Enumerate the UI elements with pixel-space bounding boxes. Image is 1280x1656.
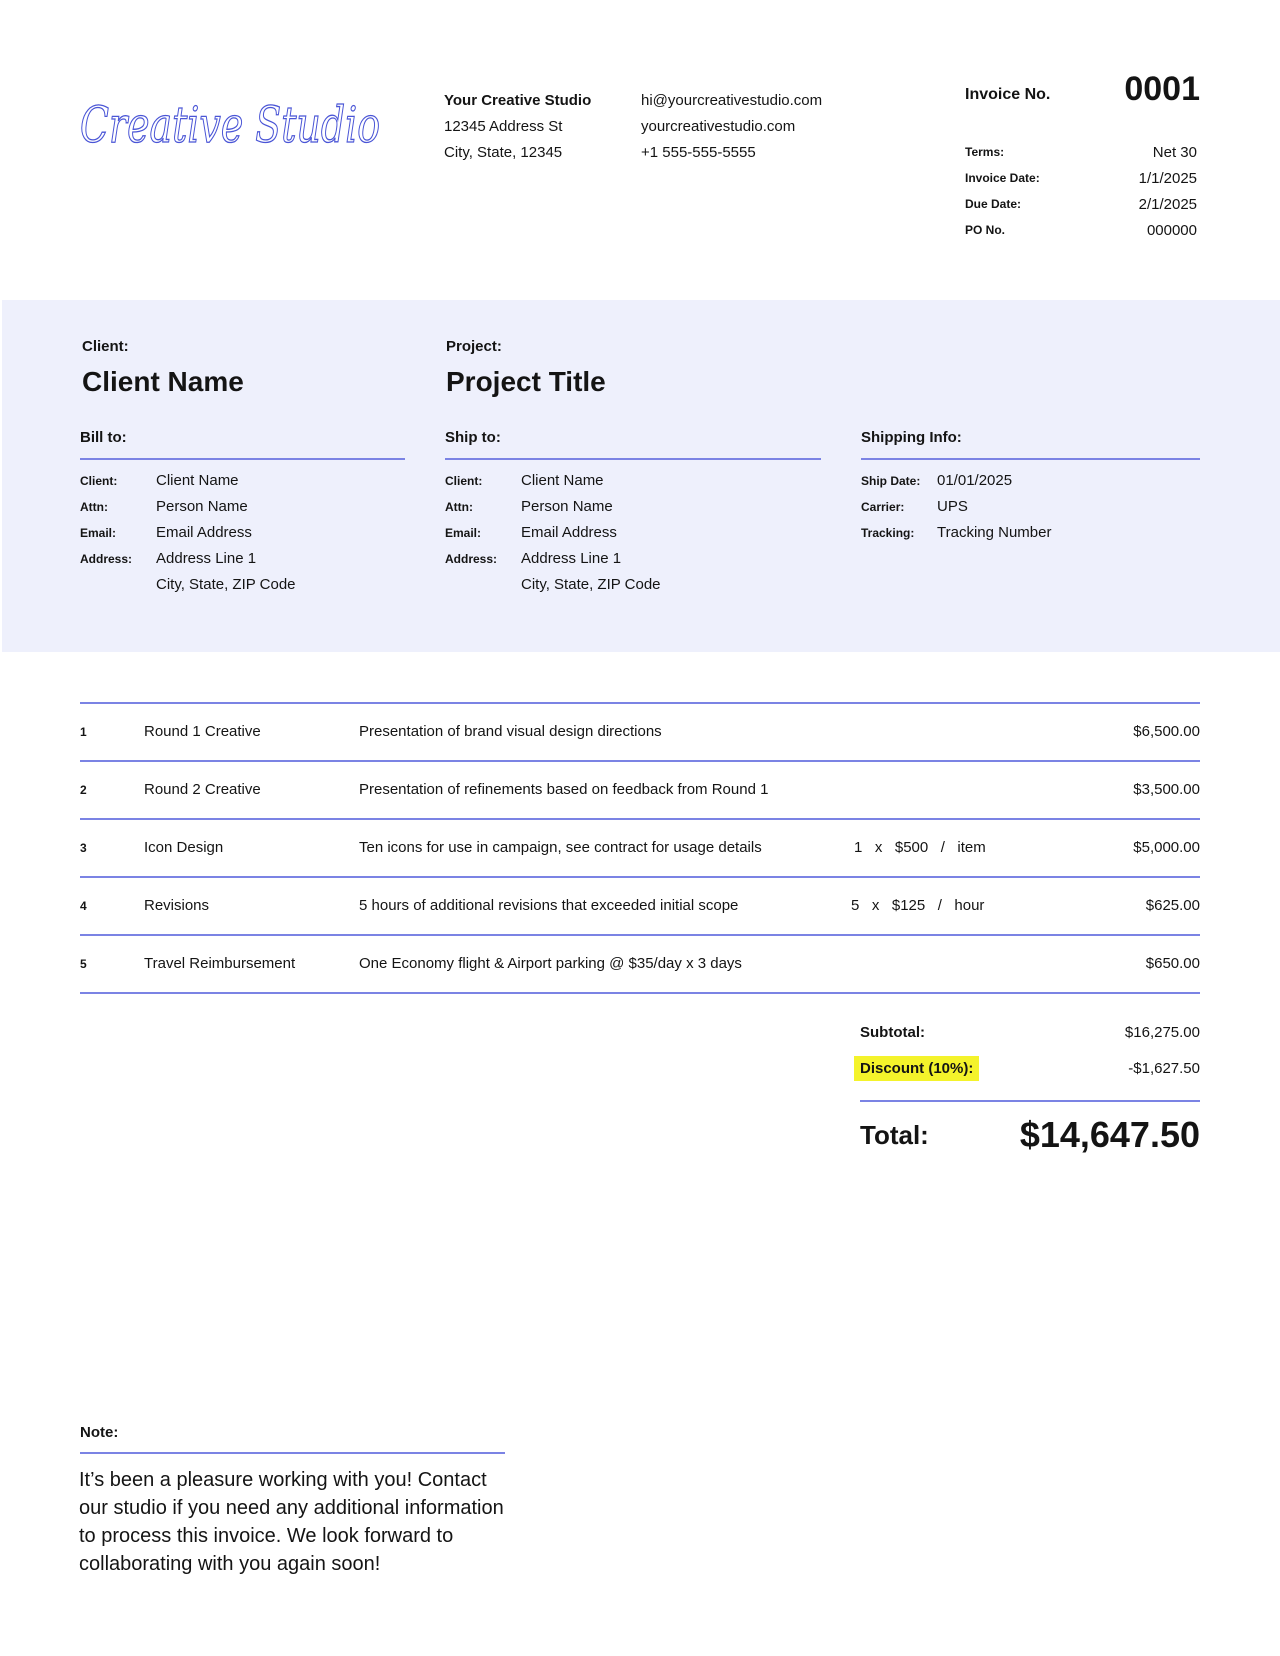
field-value: Address Line 1 (156, 550, 257, 567)
studio-logo (78, 84, 388, 164)
field-label: Email: (445, 526, 482, 540)
studio-address: 12345 Address St (444, 118, 563, 135)
item-amount: $3,500.00 (1133, 781, 1200, 798)
item-title: Round 2 Creative (144, 781, 261, 798)
item-amount: $5,000.00 (1133, 839, 1200, 856)
studio-contact-block (641, 88, 822, 166)
field-label: Tracking: (861, 526, 915, 540)
item-description: Presentation of brand visual design directions (359, 723, 662, 740)
field-label: Attn: (80, 500, 108, 514)
meta-invoice-date (965, 165, 1197, 191)
item-title: Revisions (144, 897, 210, 914)
field-label: Attn: (445, 500, 473, 514)
studio-email[interactable]: hi@yourcreativestudio.com (641, 92, 823, 109)
subtotal-label: Subtotal: (860, 1023, 925, 1041)
subtotal-value: $16,275.00 (1124, 1023, 1200, 1041)
invoice-number-label: Invoice No. (965, 86, 1051, 103)
meta-value: 1/1/2025 (1138, 169, 1197, 187)
item-description: One Economy flight & Airport parking @ $35/day x 3 days (359, 955, 742, 972)
field-value: Email Address (521, 524, 617, 541)
item-quantity: 1 x $500 / item (854, 839, 986, 856)
ship-to-email-row (445, 520, 661, 546)
note-text: It’s been a pleasure working with you! Contact our studio if you need any additional information to process this invoice. We look forward to collaborating with you again soon! (79, 1469, 504, 1575)
bill-to-details (80, 468, 296, 595)
discount-row (860, 1054, 1200, 1082)
studio-city: City, State, 12345 (444, 144, 563, 161)
ship-to-details (445, 468, 661, 595)
field-value: Person Name (521, 498, 613, 515)
field-value-line2: City, State, ZIP Code (156, 576, 296, 593)
bill-to-attn-row (80, 494, 296, 520)
field-label: Address: (445, 552, 498, 566)
line-item-row (80, 702, 1200, 760)
studio-phone: +1 555-555-5555 (641, 144, 756, 161)
total-value: $14,647.50 (1019, 1114, 1200, 1155)
shipping-info-title: Shipping Info: (861, 429, 962, 446)
discount-value: -$1,627.50 (1128, 1059, 1200, 1077)
field-value: Email Address (156, 524, 252, 541)
shipping-info-divider (861, 458, 1200, 460)
shipping-info-details (861, 468, 1051, 546)
meta-label: Terms: (965, 145, 1005, 159)
invoice-meta (965, 139, 1197, 243)
field-label: Carrier: (861, 500, 905, 514)
ship-to-client-row (445, 468, 661, 494)
meta-label: Due Date: (965, 197, 1022, 211)
meta-value: Net 30 (1152, 143, 1197, 161)
meta-label: Invoice Date: (965, 171, 1040, 185)
item-number: 4 (80, 899, 87, 913)
item-amount: $625.00 (1145, 897, 1200, 914)
carrier-row (861, 494, 1051, 520)
field-value: UPS (937, 498, 968, 515)
client-label: Client: (82, 338, 129, 355)
studio-address-block (444, 88, 591, 166)
field-label: Email: (80, 526, 117, 540)
client-name: Client Name (82, 366, 244, 397)
total-label: Total: (860, 1119, 929, 1150)
field-label: Address: (80, 552, 133, 566)
total-divider (860, 1100, 1200, 1102)
line-item-row (80, 760, 1200, 818)
meta-po-number (965, 217, 1197, 243)
address-lines (156, 546, 296, 595)
line-item-row (80, 818, 1200, 876)
line-item-row (80, 876, 1200, 934)
note-divider (80, 1452, 505, 1454)
ship-date-row (861, 468, 1051, 494)
meta-value: 2/1/2025 (1138, 195, 1197, 213)
meta-terms (965, 139, 1197, 165)
meta-due-date (965, 191, 1197, 217)
studio-website[interactable]: yourcreativestudio.com (641, 118, 796, 135)
item-number: 5 (80, 957, 87, 971)
item-description: 5 hours of additional revisions that exceeded initial scope (359, 897, 739, 914)
bill-to-client-row (80, 468, 296, 494)
field-value: Address Line 1 (521, 550, 622, 567)
item-number: 3 (80, 841, 87, 855)
invoice-number: 0001 (1124, 70, 1200, 108)
field-value-line2: City, State, ZIP Code (521, 576, 661, 593)
item-title: Travel Reimbursement (144, 955, 296, 972)
bill-to-address-row (80, 546, 296, 595)
grand-total-row (860, 1114, 1200, 1156)
bill-to-divider (80, 458, 405, 460)
item-amount: $6,500.00 (1133, 723, 1200, 740)
meta-value: 000000 (1146, 221, 1197, 239)
note-title: Note: (80, 1424, 119, 1441)
item-title: Round 1 Creative (144, 723, 261, 740)
item-description: Ten icons for use in campaign, see contract for usage details (359, 839, 762, 856)
address-lines (521, 546, 661, 595)
item-number: 1 (80, 725, 87, 739)
ship-to-address-row (445, 546, 661, 595)
tracking-row (861, 520, 1051, 546)
ship-to-title: Ship to: (445, 429, 501, 446)
field-label: Ship Date: (861, 474, 921, 488)
line-item-row (80, 934, 1200, 994)
totals-block (860, 1018, 1200, 1156)
field-label: Client: (445, 474, 483, 488)
field-value: Client Name (156, 472, 239, 489)
studio-name: Your Creative Studio (444, 92, 592, 109)
line-items-table (80, 702, 1200, 994)
item-description: Presentation of refinements based on feedback from Round 1 (359, 781, 769, 798)
item-number: 2 (80, 783, 87, 797)
bill-to-title: Bill to: (80, 429, 127, 446)
item-title: Icon Design (144, 839, 224, 856)
ship-to-attn-row (445, 494, 661, 520)
discount-label: Discount (10%): (854, 1056, 979, 1081)
meta-label: PO No. (965, 223, 1006, 237)
field-value: Person Name (156, 498, 248, 515)
field-value: Client Name (521, 472, 604, 489)
logo-text: Creative Studio (80, 96, 380, 154)
field-label: Client: (80, 474, 118, 488)
field-value: 01/01/2025 (937, 472, 1013, 489)
item-quantity: 5 x $125 / hour (851, 897, 985, 914)
item-amount: $650.00 (1145, 955, 1200, 972)
subtotal-row (860, 1018, 1200, 1046)
ship-to-divider (445, 458, 821, 460)
project-title: Project Title (446, 366, 606, 397)
project-label: Project: (446, 338, 502, 355)
field-value: Tracking Number (937, 524, 1052, 541)
bill-to-email-row (80, 520, 296, 546)
